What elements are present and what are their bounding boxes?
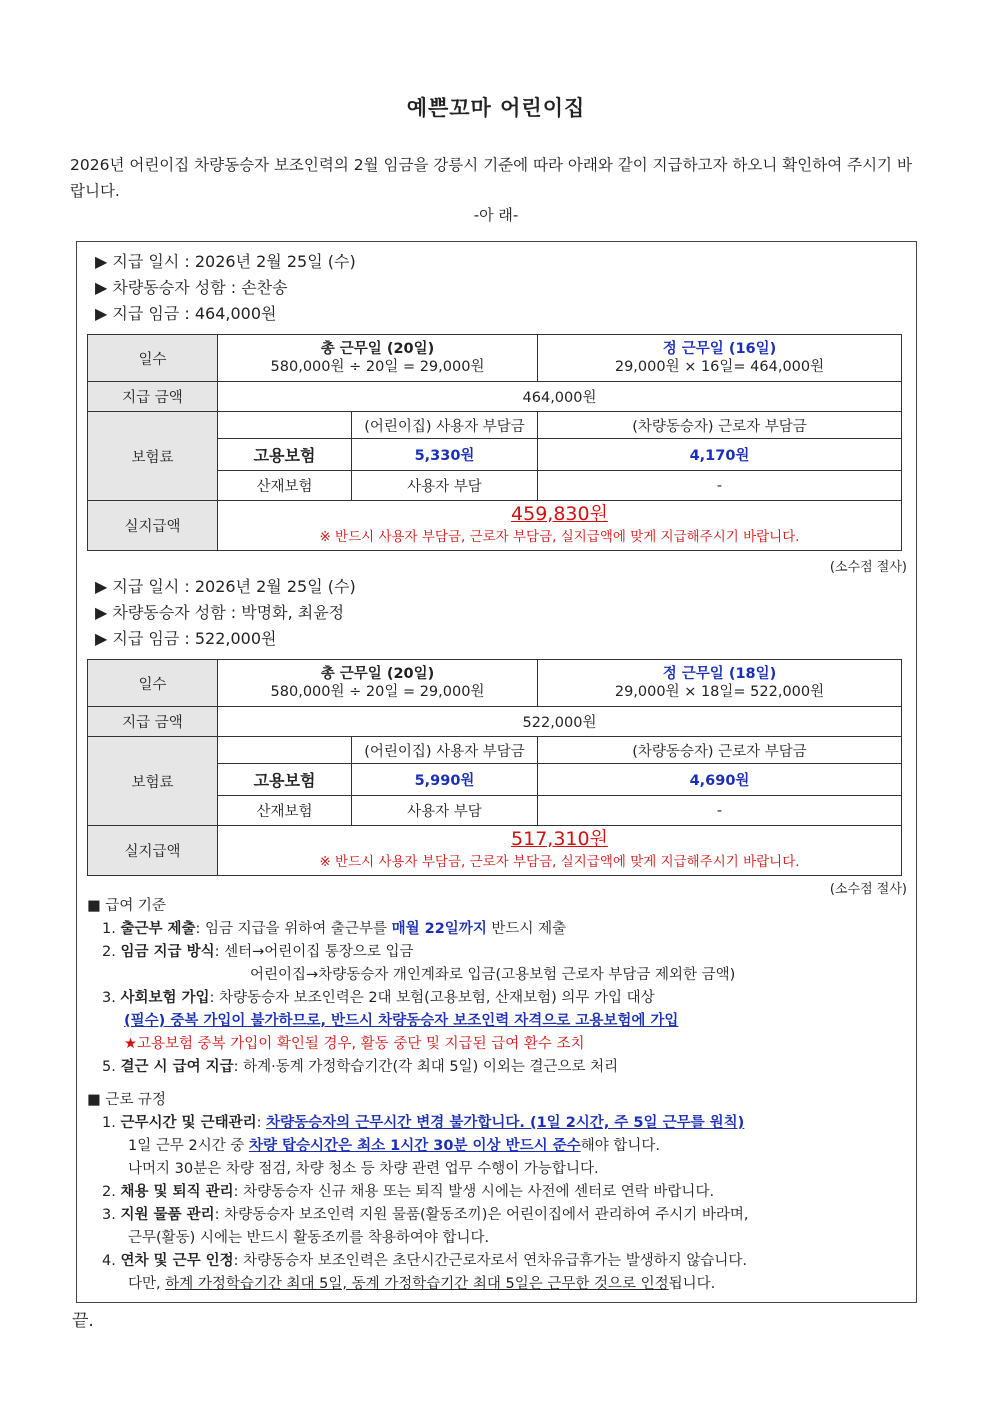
total-days-cell bbox=[218, 660, 538, 707]
work-rule-2 bbox=[87, 1181, 917, 1204]
total-calc: 580,000원 ÷ 20일 = 29,000원 bbox=[270, 684, 485, 700]
employment-insurance-employer: 5,990원 bbox=[352, 764, 538, 796]
empty-cell bbox=[218, 412, 352, 439]
rule-text: : 센터→어린이집 통장으로 입금 bbox=[214, 944, 414, 960]
employer-head: (어린이집) 사용자 부담금 bbox=[352, 737, 538, 764]
rule-num: 4. bbox=[102, 1253, 116, 1269]
worker-names: ▶ 차량동승자 성함 : 손찬송 bbox=[95, 278, 288, 297]
insurance-label: 보험료 bbox=[88, 412, 218, 501]
amount-value: 522,000원 bbox=[218, 707, 902, 737]
pay-rules-heading: ■ 급여 기준 bbox=[87, 898, 166, 914]
rule-num: 5. bbox=[102, 1059, 116, 1075]
intro-paragraph: 2026년 어린이집 차량동승자 보조인력의 2월 임금을 강릉시 기준에 따라 아래와 같이 지급하고자 하오니 확인하여 주시기 바랍니다. bbox=[70, 156, 912, 200]
rule-title: 임금 지급 방식 bbox=[120, 944, 215, 960]
work-rule-4 bbox=[87, 1250, 917, 1273]
work-rule-1 bbox=[87, 1112, 917, 1135]
rule-text: 해야 합니다. bbox=[580, 1138, 660, 1154]
block2-info bbox=[95, 574, 356, 652]
total-days: 총 근무일 (20일) bbox=[320, 666, 435, 682]
rule-title: 사회보험 가입 bbox=[120, 990, 210, 1006]
pay-rule-2 bbox=[87, 941, 917, 964]
work-rule-1-line3: 나머지 30분은 차량 점검, 차량 청소 등 차량 관련 업무 수행이 가능합니다. bbox=[128, 1161, 599, 1177]
net-amount: 459,830원 bbox=[511, 502, 608, 525]
rule-title: 근무시간 및 근태관리 bbox=[120, 1115, 257, 1131]
regular-days-cell bbox=[538, 660, 902, 707]
block1-pay-table bbox=[87, 334, 902, 551]
rule-text: 1일 근무 2시간 중 bbox=[128, 1138, 249, 1154]
rule-num: 2. bbox=[102, 1184, 116, 1200]
rule-underlined: 하계 가정학습기간 최대 5일, 동계 가정학습기간 최대 5일은 근무한 것으로 인정 bbox=[165, 1276, 669, 1292]
industrial-insurance-worker: - bbox=[538, 796, 902, 826]
net-cell bbox=[218, 501, 902, 551]
empty-cell bbox=[218, 737, 352, 764]
rule-text: : bbox=[256, 1115, 267, 1131]
truncation-note: (소수점 절사) bbox=[829, 882, 907, 897]
total-days: 총 근무일 (20일) bbox=[320, 341, 435, 357]
employment-insurance-label: 고용보험 bbox=[218, 764, 352, 796]
rule-highlight: 매월 22일까지 bbox=[391, 921, 487, 937]
pay-rule-3-warning: ★고용보험 중복 가입이 확인될 경우, 활동 중단 및 지급된 급여 환수 조치 bbox=[124, 1036, 585, 1052]
days-label: 일수 bbox=[88, 660, 218, 707]
total-days-cell bbox=[218, 335, 538, 382]
rule-text: 반드시 제출 bbox=[486, 921, 567, 937]
pay-rule-5 bbox=[87, 1056, 917, 1079]
below-heading: -아 래- bbox=[473, 206, 519, 224]
industrial-insurance-label: 산재보험 bbox=[218, 796, 352, 826]
rule-num: 2. bbox=[102, 944, 116, 960]
regular-days: 정 근무일 (16일) bbox=[662, 341, 777, 357]
rule-num: 3. bbox=[102, 990, 116, 1006]
industrial-insurance-employer: 사용자 부담 bbox=[352, 471, 538, 501]
rule-num: 3. bbox=[102, 1207, 116, 1223]
amount-value: 464,000원 bbox=[218, 382, 902, 412]
worker-head: (차량동승자) 근로자 부담금 bbox=[538, 737, 902, 764]
net-amount: 517,310원 bbox=[511, 827, 608, 850]
rule-title: 채용 및 퇴직 관리 bbox=[120, 1184, 234, 1200]
rule-num: 1. bbox=[102, 1115, 116, 1131]
rule-text: 됩니다. bbox=[668, 1276, 716, 1292]
employment-insurance-worker: 4,170원 bbox=[538, 439, 902, 471]
work-rule-4-line2 bbox=[87, 1273, 917, 1296]
rule-text: : 차량동승자 보조인력은 초단시간근로자로서 연차유급휴가는 발생하지 않습니다. bbox=[233, 1253, 748, 1269]
rule-highlight: 차량동승자의 근무시간 변경 불가합니다. (1일 2시간, 주 5일 근무를 원칙) bbox=[266, 1115, 745, 1131]
rule-text: : 하계·동계 가정학습기간(각 최대 5일) 이외는 결근으로 처리 bbox=[233, 1059, 619, 1075]
employer-head: (어린이집) 사용자 부담금 bbox=[352, 412, 538, 439]
pay-rule-2-cont: 어린이집→차량동승자 개인계좌로 입금(고용보험 근로자 부담금 제외한 금액) bbox=[250, 967, 736, 983]
work-rule-3-line2: 근무(활동) 시에는 반드시 활동조끼를 착용하여야 합니다. bbox=[128, 1230, 490, 1246]
pay-rules bbox=[87, 895, 917, 1079]
rule-title: 결근 시 급여 지급 bbox=[120, 1059, 234, 1075]
wage: ▶ 지급 임금 : 464,000원 bbox=[95, 304, 277, 323]
net-label: 실지급액 bbox=[88, 501, 218, 551]
amount-label: 지급 금액 bbox=[88, 707, 218, 737]
rule-title: 연차 및 근무 인정 bbox=[120, 1253, 234, 1269]
rule-highlight: 차량 탑승시간은 최소 1시간 30분 이상 반드시 준수 bbox=[248, 1138, 581, 1154]
wage: ▶ 지급 임금 : 522,000원 bbox=[95, 629, 277, 648]
end-mark: 끝. bbox=[72, 1311, 94, 1331]
industrial-insurance-worker: - bbox=[538, 471, 902, 501]
pay-rule-1 bbox=[87, 918, 917, 941]
days-label: 일수 bbox=[88, 335, 218, 382]
pay-date: ▶ 지급 일시 : 2026년 2월 25일 (수) bbox=[95, 577, 356, 596]
total-calc: 580,000원 ÷ 20일 = 29,000원 bbox=[270, 359, 485, 375]
truncation-note: (소수점 절사) bbox=[829, 560, 907, 575]
regular-days-cell bbox=[538, 335, 902, 382]
rule-title: 출근부 제출 bbox=[120, 921, 196, 937]
pay-rule-3 bbox=[87, 987, 917, 1010]
employment-insurance-worker: 4,690원 bbox=[538, 764, 902, 796]
insurance-label: 보험료 bbox=[88, 737, 218, 826]
worker-head: (차량동승자) 근로자 부담금 bbox=[538, 412, 902, 439]
rule-text: : 차량동승자 보조인력은 2대 보험(고용보험, 산재보험) 의무 가입 대상 bbox=[209, 990, 655, 1006]
pay-date: ▶ 지급 일시 : 2026년 2월 25일 (수) bbox=[95, 252, 356, 271]
rule-text: 다만, bbox=[128, 1276, 166, 1292]
rule-title: 지원 물품 관리 bbox=[120, 1207, 215, 1223]
industrial-insurance-label: 산재보험 bbox=[218, 471, 352, 501]
pay-rule-3-required: (필수) 중복 가입이 불가하므로, 반드시 차량동승자 보조인력 자격으로 고용보험에 가입 bbox=[124, 1013, 679, 1029]
net-cell bbox=[218, 826, 902, 876]
regular-calc: 29,000원 × 16일= 464,000원 bbox=[614, 359, 825, 375]
amount-label: 지급 금액 bbox=[88, 382, 218, 412]
work-rule-3 bbox=[87, 1204, 917, 1227]
rule-text: : 차량동승자 신규 채용 또는 퇴직 발생 시에는 사전에 센터로 연락 바랍니다. bbox=[233, 1184, 715, 1200]
work-rule-1-line2 bbox=[87, 1135, 917, 1158]
rule-num: 1. bbox=[102, 921, 116, 937]
block2-pay-table bbox=[87, 659, 902, 876]
employment-insurance-employer: 5,330원 bbox=[352, 439, 538, 471]
regular-days: 정 근무일 (18일) bbox=[662, 666, 777, 682]
rule-text: : 임금 지급을 위하여 출근부를 bbox=[195, 921, 392, 937]
document-title: 예쁜꼬마 어린이집 bbox=[406, 96, 586, 120]
regular-calc: 29,000원 × 18일= 522,000원 bbox=[614, 684, 825, 700]
worker-names: ▶ 차량동승자 성함 : 박명화, 최윤정 bbox=[95, 603, 345, 622]
rule-text: : 차량동승자 보조인력 지원 물품(활동조끼)은 어린이집에서 관리하여 주시기 바라며, bbox=[214, 1207, 749, 1223]
net-note: ※ 반드시 사용자 부담금, 근로자 부담금, 실지급액에 맞게 지급해주시기 바랍니다. bbox=[319, 528, 800, 545]
industrial-insurance-employer: 사용자 부담 bbox=[352, 796, 538, 826]
net-note: ※ 반드시 사용자 부담금, 근로자 부담금, 실지급액에 맞게 지급해주시기 바랍니다. bbox=[319, 853, 800, 870]
work-rules-heading: ■ 근로 규정 bbox=[87, 1092, 166, 1108]
work-rules bbox=[87, 1089, 917, 1296]
net-label: 실지급액 bbox=[88, 826, 218, 876]
block1-info bbox=[95, 249, 356, 327]
employment-insurance-label: 고용보험 bbox=[218, 439, 352, 471]
